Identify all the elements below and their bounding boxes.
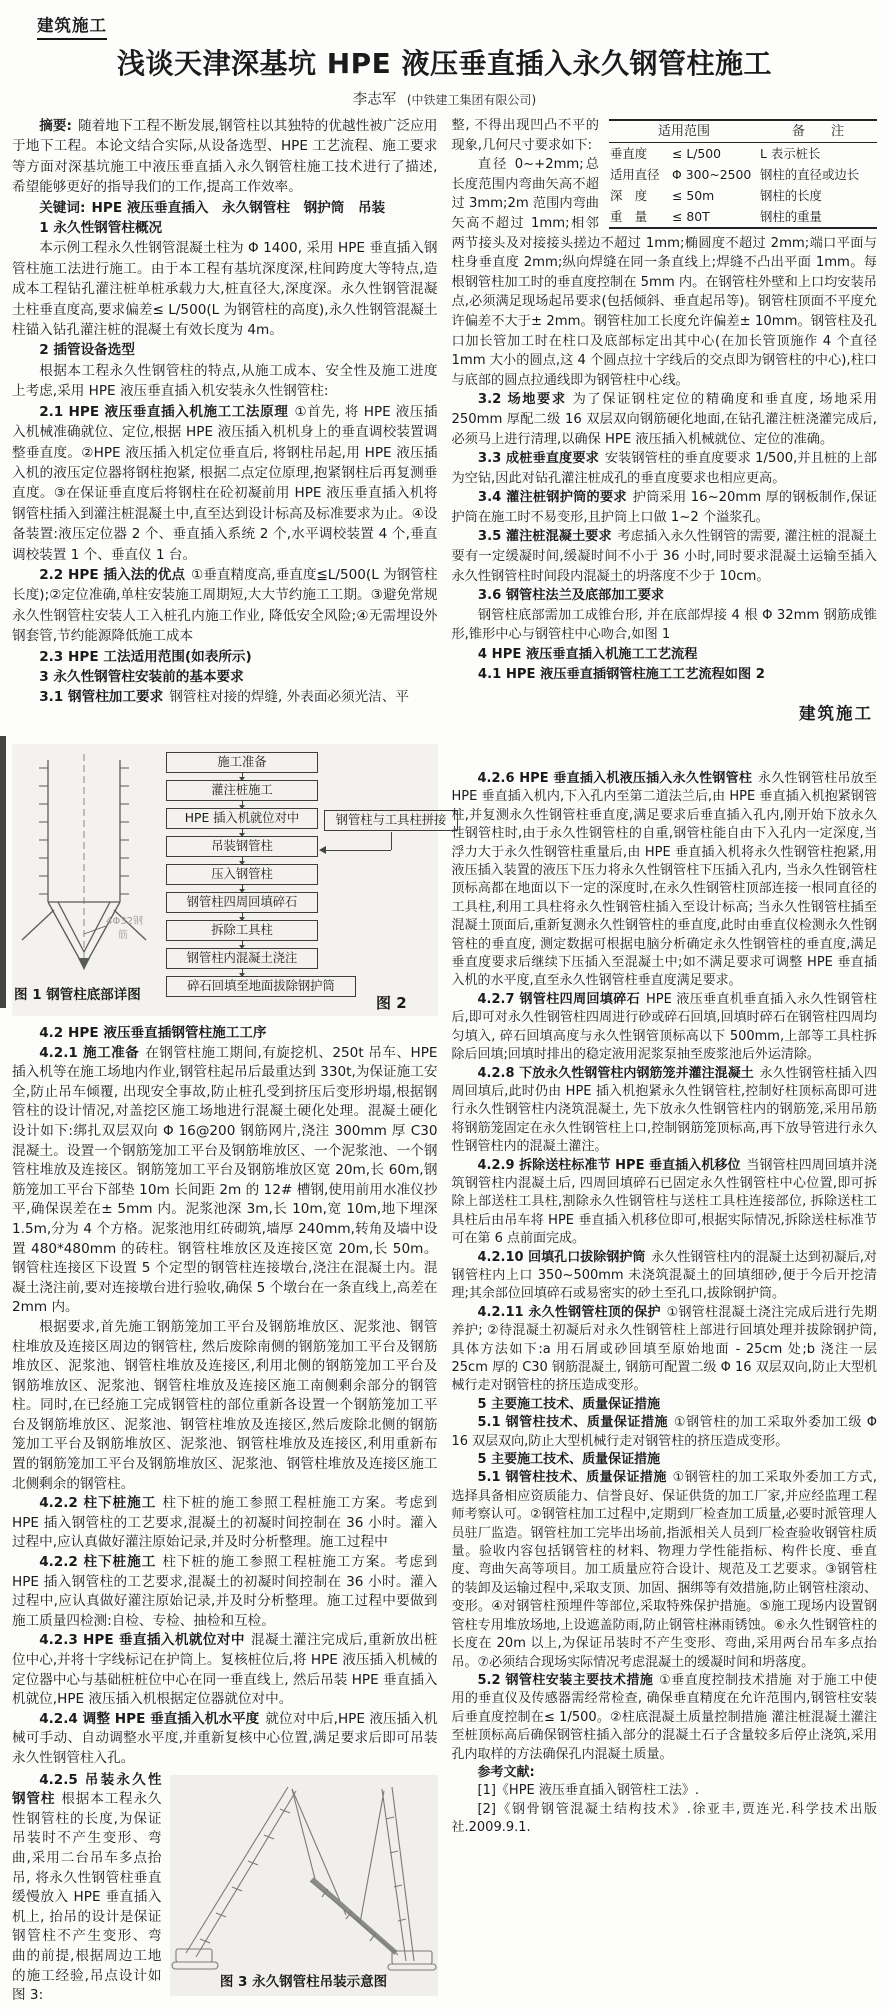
- page-1: [0, 0, 889, 732]
- table-header-row: [609, 121, 877, 143]
- paragraph: 3.2 场地要求 为了保证钢柱定位的精确度和垂直度, 场地采用 250mm 厚配二级 16 双层双向钢筋硬化地面,在钻孔灌注桩浇灌完成后,必须马上进行清理,以确保 HPE 液压插入机械就位、定位的准确。: [451, 392, 878, 447]
- page1-left-column: [12, 116, 438, 708]
- flow-arrow-icon: [242, 913, 243, 920]
- paragraph: 4.2.6 HPE 垂直插入机液压插入永久性钢管柱 永久性钢管柱吊放至 HPE 垂直插入机内,下入孔内至第二道法兰后,由 HPE 垂直插入机抱紧钢管柱,并复测永久性钢管柱垂直度,满足要求后垂直插入孔内,刚开始下放永久性钢管柱时,由于永久性钢管柱的自重,钢管柱能自由下入孔内一定深度,当浮力大于永久性钢管柱重量后,由 HPE 垂直插入机将永久性钢管柱抱紧,用液压插入装置的液压下压力将永久性钢管柱下压插入孔内, 当永久性钢管柱顶标高都在地面以下一定的深度时,在永久性钢管柱顶部连接一根同直径的工具柱,利用工具柱将永久性钢管柱插入至设计标高; 当永久性钢管柱插至混凝土顶面后,重新复测永久性钢管柱的垂直度,此时由垂直仪检测永久性钢管柱的垂直度, 测定数据可根据电脑分析确定永久性钢管柱的垂直度,满足垂直度要求后继续下压插入至混凝土中;如不满足要求可调整 HPE 垂直插入机的水平度,直至永久性钢管柱垂直度满足要求。: [451, 771, 877, 989]
- paragraph: 2.1 HPE 液压垂直插入机施工工法原理 ①首先, 将 HPE 液压插入机械准确就位、定位,根据 HPE 液压插入机机身上的垂直调校装置调整垂直度。②HPE 液压插入机定位垂直后, 将钢柱吊起,用 HPE 液压插入机的液压定位器将钢柱抱紧, 根据二点定位原理,抱紧钢柱后再复测垂直度。③在保证垂直度后将钢柱在砼初凝前用 HPE 液压垂直插入机将钢管柱插入到灌注桩混凝土中,直至达到设计标高及标准要求为止。④设备装置:液压定位器 2 个、垂直插入系统 2 个,水平调校装置 4 个,垂直调校装置 1 个、垂直仪 1 台。: [12, 403, 438, 563]
- byline: [0, 88, 889, 109]
- paragraph: 4.2.5 吊装永久性钢管柱 根据本工程永久性钢管柱的长度,为保证吊装时不产生变形、弯曲,采用二台吊车多点抬吊, 将永久性钢管柱垂直缓慢放入 HPE 垂直插入机上, 抬吊的设计是保证钢管柱不产生变形、弯曲的前提,根据周边工地的施工经验,吊点设计如图 3:: [12, 1771, 162, 2004]
- table-row: 重 量 ≤ 80T 钢柱的重量: [610, 209, 822, 224]
- figure1-pipe-bottom-detail-drawing: [14, 752, 154, 984]
- paragraph: 3.4 灌注桩钢护筒的要求 护筒采用 16~20mm 厚的钢板制作,保证护筒在施工时不易变形,且护筒上口做 1~2 个溢浆孔。: [451, 490, 877, 525]
- flowchart-side-step: 钢管柱与工具柱拼接: [324, 810, 458, 831]
- scan-artifact: [0, 736, 6, 1008]
- keywords-label: 关键词:: [39, 199, 86, 216]
- figure3-crane-hoisting-drawing: [170, 1775, 438, 1971]
- flowchart-step: 碎石回填至地面拔除钢护筒: [166, 976, 356, 997]
- paragraph: 5.1 钢管柱技术、质量保证措施 ①钢管柱的加工采取外委加工级 Φ 16 双层双向,防止大型机械行走对钢管柱的挤压造成变形。: [451, 1415, 877, 1449]
- category-tag-page2: 建筑施工: [799, 704, 873, 723]
- figure1-annotation-part1: 4Φ32钢: [106, 916, 143, 927]
- figure3-block: [170, 1775, 438, 1997]
- paragraph: 4.2.4 调整 HPE 垂直插入机水平度 就位对中后,HPE 液压插入机械可手动、自动调整水平度,并重新复核中心位置,满足要求后即可吊装永久性钢管柱入孔。: [12, 1710, 438, 1766]
- flow-arrow-icon: [242, 941, 243, 948]
- flow-connector: [391, 832, 392, 850]
- process-flowchart: [166, 752, 447, 1014]
- abstract-text: 随着地下工程不断发展,钢管柱以其独特的优越性被广泛应用于地下工程。本论文结合实际,从设备选型、HPE 工艺流程、施工要求等方面对深基坑施工中液压垂直插入永久钢管柱施工技术进行了描述,希望能够更好的指导我们的工作,提高工作效率。: [12, 118, 438, 196]
- section-heading: 4.2 HPE 液压垂直插钢管柱施工工序: [39, 1025, 267, 1041]
- section-heading: 5 主要施工技术、质量保证措施: [477, 1396, 661, 1412]
- reference-item: [1]《HPE 液压垂直插入钢管柱工法》.: [477, 1783, 700, 1799]
- flow-arrow-left-icon: [315, 846, 326, 854]
- abstract-label: 摘要:: [39, 118, 72, 134]
- flow-arrow-icon: [242, 969, 243, 976]
- paragraph: 4.2.2 柱下桩施工 柱下桩的施工参照工程桩施工方案。考虑到 HPE 插入钢管柱的工艺要求,混凝土的初凝时间控制在 36 小时。灌入过程中,应认真做好灌注原始记录,并及时分析整理。施工过程中: [12, 1495, 438, 1551]
- keywords-text: HPE 液压垂直插入 永久钢管柱 钢护筒 吊装: [91, 199, 386, 216]
- flowchart-step: 钢管柱四周回填碎石: [166, 892, 318, 913]
- category-tag: 建筑施工: [37, 12, 107, 40]
- flow-arrow-icon: [242, 885, 243, 892]
- table-row: 深 度 ≤ 50m 钢柱的长度: [610, 188, 822, 203]
- flow-connector: [322, 850, 391, 851]
- keywords: [12, 198, 438, 218]
- page2-right-column: [452, 770, 878, 2006]
- section-heading: 4 HPE 液压垂直插入机施工工艺流程: [477, 647, 698, 663]
- section-heading: 3.6 钢管柱法兰及底部加工要求: [477, 588, 665, 604]
- paragraph: 钢管柱底部需加工成锥台形, 并在底部焊接 4 根 Φ 32mm 钢筋成锥形,锥形中心与钢管柱中心吻合,如图 1: [451, 607, 877, 643]
- figure1-annotation-part2: 筋: [118, 930, 128, 941]
- section-4-2-5: [12, 1771, 438, 2006]
- table-row: 适用直径 Φ 300~2500 钢柱的直径或边长: [610, 167, 860, 182]
- page1-right-column: [452, 116, 878, 708]
- flowchart-step: 钢管柱内混凝土浇注: [166, 948, 318, 969]
- page-title: 浅谈天津深基坑 HPE 液压垂直插入永久钢管柱施工: [116, 47, 773, 80]
- paragraph: 整, 不得出现凹凸不平的现象,几何尺寸要求如下:: [451, 118, 599, 153]
- applicable-range-table: [609, 119, 877, 229]
- flowchart-step: HPE 插入机就位对中: [166, 808, 318, 829]
- flow-arrow-icon: [242, 857, 243, 864]
- section-heading: 4.1 HPE 液压垂直插钢管柱施工工艺流程如图 2: [477, 666, 765, 682]
- paragraph: 3.1 钢管柱加工要求 钢管柱对接的焊缝, 外表面必须光洁、平: [39, 689, 410, 706]
- paragraph: 3.5 灌注桩混凝土要求 考虑插入永久性钢管的需要, 灌注桩的混凝土要有一定缓凝时间,缓凝时间不小于 36 小时,同时要求混凝土运输至插入永久性钢管柱时间段内混凝土的坍落度不少于 10cm。: [451, 529, 877, 584]
- page-2: [0, 732, 889, 2009]
- paragraph: 5.2 钢管柱安装主要技术措施 ①垂直度控制技术措施 对于施工中使用的垂直仪及传感器需经常检查, 确保垂直精度在允许范围内,钢管柱安装后垂直度控制在≤ 1/500。②柱底混凝土质量控制措施 灌注桩混凝土灌注至桩顶标高后确保钢管柱插入部分的混凝土石子含量较多后停止浇筑,采用孔内取样的方法确保孔内混凝土质量。: [451, 1672, 877, 1762]
- paragraph: 4.2.2 柱下桩施工 柱下桩的施工参照工程桩施工方案。考虑到 HPE 插入钢管柱的工艺要求,混凝土的初凝时间控制在 36 小时。灌入过程中,应认真做好灌注原始记录,并及时分析整理。施工过程中要做到施工质量四检测:自检、专检、抽检和互检。: [12, 1554, 438, 1629]
- paragraph: 3.3 成桩垂直度要求 安装钢管柱的垂直度要求 1/500,并且桩的上部为空钻,因此对钻孔灌注桩成孔的垂直度要求也相应更高。: [451, 451, 877, 486]
- flow-arrow-icon: [242, 801, 243, 808]
- paragraph: 根据本工程永久性钢管柱的特点,从施工成本、安全性及施工进度上考虑,采用 HPE 液压垂直插入机安装永久性钢管柱:: [12, 362, 438, 400]
- page2-left-column: [12, 744, 447, 2006]
- section-heading: 2.3 HPE 工法适用范围(如表所示): [39, 648, 252, 665]
- flowchart-step: 吊装钢管柱: [166, 836, 318, 857]
- table-header-note: 备 注: [791, 124, 844, 139]
- references-heading: 参考文献:: [477, 1764, 535, 1780]
- flowchart-step: 压入钢管柱: [166, 864, 318, 885]
- reference-item: [2]《钢骨钢管混凝土结构技术》.徐亚丰,贾连光.科学技术出版社.2009.9.1.: [451, 1801, 877, 1836]
- paragraph: 4.2.1 施工准备 在钢管柱施工期间,有旋挖机、250t 吊车、HPE 插入机等在施工场地内作业,钢管柱起吊后最重达到 330t,为保证施工安全,防止吊车倾覆, 出现安全事故,防止桩孔受到挤压后变形坍塌,根据钢管柱的设计情况,对盖挖区施工场地进行混凝土硬化处理。混凝土硬化设计如下:绑扎双层双向 Φ 16@200 钢筋网片,浇注 300mm 厚 C30 混凝土。设置一个钢筋笼加工平台及钢筋堆放区、一个泥浆池、一个钢管柱堆放及连接区。钢筋笼加工平台及钢筋堆放区宽 20m,长 60m,钢筋笼加工平台下部垫 10m 长间距 2m 的 12# 槽钢,使用前用水准仪抄平,确保误差在± 5mm 内。泥浆池深 3m,长 10m,宽 10m,地下埋深 1.5m,分为 4 个方格。泥浆池用红砖砌筑,墙厚 240mm,转角及墙中设置 480*480mm 的砖柱。钢管柱堆放区及连接区宽 20m,长 50m。钢管柱连接区下设置 5 个定型的钢管柱连接墩台,浇注在混凝土内。混凝土浇注前,要对连接墩台进行验收,确保 5 个墩台在一条直线上,高差在 2mm 内。: [12, 1044, 438, 1316]
- paragraph: 2.2 HPE 插入法的优点 ①垂直精度高,垂直度≦L/500(L 为钢管柱长度);②定位准确,单柱安装施工周期短,大大节约施工工期。③避免常规永久性钢管柱安装人工入桩孔内施工作业, 降低安全风险;④无需埋设外钢套管,节约能源降低施工成本: [12, 566, 438, 645]
- paragraph: 4.2.7 钢管柱四周回填碎石 HPE 液压垂直机垂直插入永久性钢管柱后,即可对永久性钢管柱四周进行砂或碎石回填,回填时碎石在钢管柱四周均匀填入, 碎石回填高度与永久性钢管顶标高以下 500mm,上部等工具柱拆除后回填;回填时排出的稳定液用泥浆泵抽至废浆池后外运清除。: [451, 991, 877, 1063]
- table-header-scope: 适用范围: [657, 124, 710, 139]
- section-heading: 3 永久性钢管柱安装前的基本要求: [39, 668, 244, 685]
- author-name: 李志军: [352, 92, 397, 108]
- flowchart-step: 施工准备: [166, 752, 318, 773]
- figure2-label: 图 2: [376, 994, 407, 1013]
- flowchart-step: 拆除工具柱: [166, 920, 318, 941]
- section-heading: 1 永久性钢管柱概况: [39, 220, 163, 237]
- figure1-caption: 图 1 钢管柱底部详图: [14, 987, 141, 1003]
- section-heading: 5 主要施工技术、质量保证措施: [477, 1452, 661, 1468]
- author-affiliation: (中铁建工集团有限公司): [406, 93, 537, 107]
- flowchart-step: 灌注桩施工: [166, 780, 318, 801]
- table-row: 垂直度 ≤ L/500 L 表示桩长: [610, 146, 821, 161]
- abstract: [12, 116, 438, 198]
- paragraph: 4.2.9 拆除送柱标准节 HPE 垂直插入机移位 当钢管柱四周回填并浇筑钢管柱内混凝土后, 四周回填碎石已固定永久性钢管柱中心位置,即可拆除上部送柱工具柱,割除永久性钢管柱与送柱工具柱连接部位, 拆除送柱工具柱后由吊车将 HPE 垂直插入机移位即可,根据实际情况,拆除送柱标准节可在第 6 点前面完成。: [451, 1157, 877, 1247]
- flow-arrow-icon: [242, 829, 243, 836]
- section-heading: 2 插管设备选型: [39, 342, 135, 359]
- paragraph: 4.2.3 HPE 垂直插入机就位对中 混凝土灌注完成后,重新放出桩位中心,并将十字线标记在护筒上。复核桩位后,将 HPE 液压插入机械的定位器中心与基础桩桩位中心在同一垂直线上, 然后吊装 HPE 垂直插入机就位,HPE 液压插入机根据定位器就位对中。: [12, 1632, 438, 1708]
- figure1-block: [14, 752, 156, 1014]
- figure-row: [12, 744, 447, 1016]
- paragraph: 4.2.8 下放永久性钢管柱内钢筋笼并灌注混凝土 永久性钢管柱插入四周回填后,此时仍由 HPE 插入机抱紧永久性钢管柱,控制好柱顶标高即可进行永久性钢管柱内浇筑混凝土, 先下放永久性钢管柱内的钢筋笼,采用吊筋将钢筋笼固定在永久性钢管柱上口,控制钢筋笼顶标高,再下放导管进行永久性钢管柱内的混凝土灌注。: [451, 1065, 877, 1155]
- paragraph: 4.2.10 回填孔口拔除钢护筒 永久性钢管柱内的混凝土达到初凝后,对钢管柱内上口 350~500mm 未浇筑混凝土的回填细砂,便于今后开挖清理;其余部位回填碎石或易密实的砂土至孔口,拔除钢护筒。: [451, 1249, 877, 1302]
- paragraph: 根据要求,首先施工钢筋笼加工平台及钢筋堆放区、泥浆池、钢管柱堆放及连接区周边的钢管柱, 然后废除南侧的钢筋笼加工平台及钢筋堆放区、泥浆池、钢管柱堆放及连接区,利用北侧的钢筋笼加工平台及钢筋堆放区、泥浆池、钢管柱堆放及连接区施工南侧剩余部分的钢管柱。同时,在已经施工完成钢管柱的部位重新各设置一个钢筋笼加工平台及钢筋堆放区、泥浆池、钢管柱堆放及连接区,然后废除北侧的钢筋笼加工平台及钢筋堆放区、泥浆池、钢管柱堆放及连接区,利用重新布置的钢筋笼加工平台及钢筋堆放区、泥浆池、钢管柱堆放及连接区施工北侧剩余的钢管柱。: [12, 1318, 438, 1492]
- paragraph: 5.1 钢管柱技术、质量保证措施 ①钢管柱的加工采取外委加工方式,选择具备相应资质能力、信誉良好、保证供货的加工厂家,并应经监理工程师考察认可。②钢管柱加工过程中,定期到厂检查加工质量,必要时派管理人员驻厂监造。钢管柱加工完毕出场前,指派相关人员到厂检查验收钢管柱质量。验收内容包括钢管柱的材料、物理力学性能指标、构件长度、垂直度、弯曲矢高等项目。加工质量应符合设计、规范及工艺要求。③钢管柱的装卸及运输过程中,采取支顶、加固、捆绑等有效措施,防止钢管柱滚动、变形。④对钢管柱预埋件等部位,采取特殊保护措施。⑤施工现场内设置钢管柱专用堆放场地,上设遮盖防雨,防止钢管柱淋雨锈蚀。⑥永久性钢管柱的长度在 20m 以上,为保证吊装时不产生变形、弯曲,采用两台吊车多点抬吊。⑦必须结合现场实际情况考虑混凝土的缓凝时间和坍落度。: [451, 1470, 877, 1670]
- paragraph: 本示例工程永久性钢管混凝土柱为 Φ 1400, 采用 HPE 垂直插入钢管柱施工法进行施工。由于本工程有基坑深度深,柱间跨度大等特点,造成本工程钻孔灌注桩单桩承载力大,桩直径大,深度深。永久性钢管混凝土柱垂直度高,要求偏差≤ L/500(L 为钢管柱的高度),永久性钢管混凝土柱锚入钻孔灌注桩的混凝土有效长度为 4m。: [12, 240, 438, 339]
- paragraph: 直径 0~+2mm;总长度范围内弯曲矢高不超过 3mm;2m 范围内弯曲矢高不超过 1mm;相邻两节接头及对接接头搓边不超过 1mm;椭圆度不超过 2mm;端口平面与柱身垂直度 2mm;纵向焊缝在同一条直线上;焊缝不凸出平面 1mm。每根钢管柱加工时的垂直度控制在 5mm 内。在钢管柱外壁和上口均安装吊点,必须满足现场起吊要求(包括倾斜、垂直起吊等)。钢管柱顶面不平度允许偏差不大于± 2mm。钢管柱加工长度允许偏差± 10mm。钢管柱及孔口加长管加工时在柱口及底部标定出其中心(在加长管顶施作 4 个直径 1mm 大小的圆点,这 4 个圆点拉十字线后的交点即为钢管柱的中心),柱口与底部的圆点拉通线即为钢管柱中心线。: [451, 157, 877, 388]
- figure3-caption: 图 3 永久钢管柱吊装示意图: [219, 1973, 388, 1990]
- flow-arrow-icon: [242, 773, 243, 780]
- paragraph: 4.2.11 永久性钢管柱顶的保护 ①钢管柱混凝土浇注完成后进行先期养护; ②待混凝土初凝后对永久性钢管柱上部进行回填处理并拔除钢护筒, 具体方法如下:a 用石屑或砂回填至原始地面 - 25cm 处;b 浇注一层 25cm 厚的 C30 钢筋混凝土, 钢筋可配置二级 Φ 16 双层双向,防止大型机械行走对钢管柱的挤压造成变形。: [451, 1304, 877, 1394]
